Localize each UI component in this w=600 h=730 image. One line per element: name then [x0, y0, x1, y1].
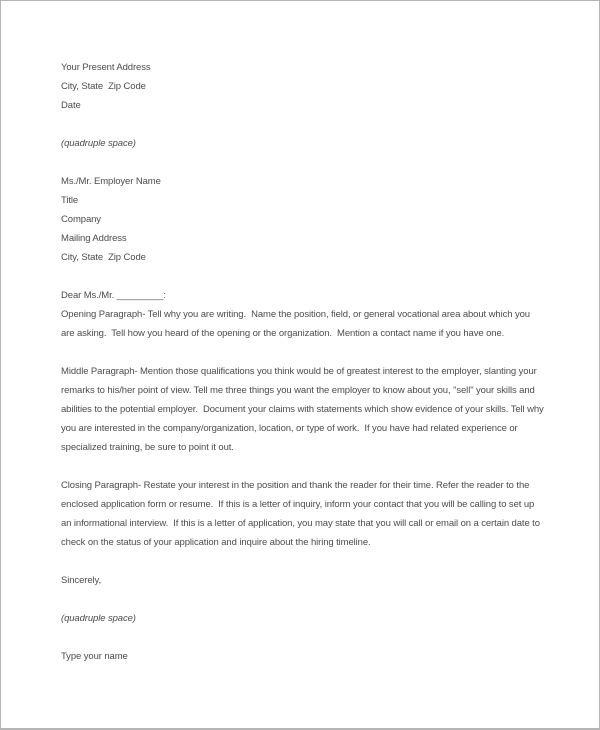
- closing-paragraph: Closing Paragraph- Restate your interest in the position and thank the reader for their time. Refer the reader to the enclosed application form or resume. If this is a letter of inquiry, inform your contact that you will be calling to set up an informational interview. If this is a letter of application, you may state that you will call or email on a certain date to check on the status of your application and inquire about the hiring timeline.: [61, 480, 543, 548]
- sender-address-line: Your Present Address: [61, 62, 151, 73]
- sender-city-state-zip-line: City, State Zip Code: [61, 81, 146, 92]
- recipient-city-state-zip-line: City, State Zip Code: [61, 252, 146, 263]
- quadruple-space-note-bottom: (quadruple space): [61, 613, 136, 624]
- recipient-address-block: [61, 172, 599, 267]
- middle-paragraph: Middle Paragraph- Mention those qualifications you think would be of greatest interest to the employer, slanting your remarks to his/her point of view. Tell me three things you want the employer to know about you, "sell" your skills and abilities to the potential employer. Document your claims with statements which show evidence of your skills. Tell why you are interested in the company/organization, location, or type of work. If you have had related experience or specialized training, be sure to point it out.: [61, 366, 547, 453]
- sender-address-block: [61, 58, 599, 115]
- opening-paragraph: Opening Paragraph- Tell why you are writing. Name the position, field, or general vocational area about which you are asking. Tell how you heard of the opening or the organization. Mention a contact name if you have one.: [61, 309, 533, 339]
- recipient-company-line: Company: [61, 214, 101, 225]
- date-line: Date: [61, 100, 81, 111]
- recipient-mailing-address-line: Mailing Address: [61, 233, 127, 244]
- letter-content: [1, 1, 599, 666]
- recipient-name-line: Ms./Mr. Employer Name: [61, 176, 161, 187]
- signature-placeholder-line: Type your name: [61, 651, 128, 662]
- salutation-line: Dear Ms./Mr. _________:: [61, 290, 166, 301]
- quadruple-space-note-top: (quadruple space): [61, 138, 136, 149]
- recipient-title-line: Title: [61, 195, 79, 206]
- sign-off-line: Sincerely,: [61, 575, 102, 586]
